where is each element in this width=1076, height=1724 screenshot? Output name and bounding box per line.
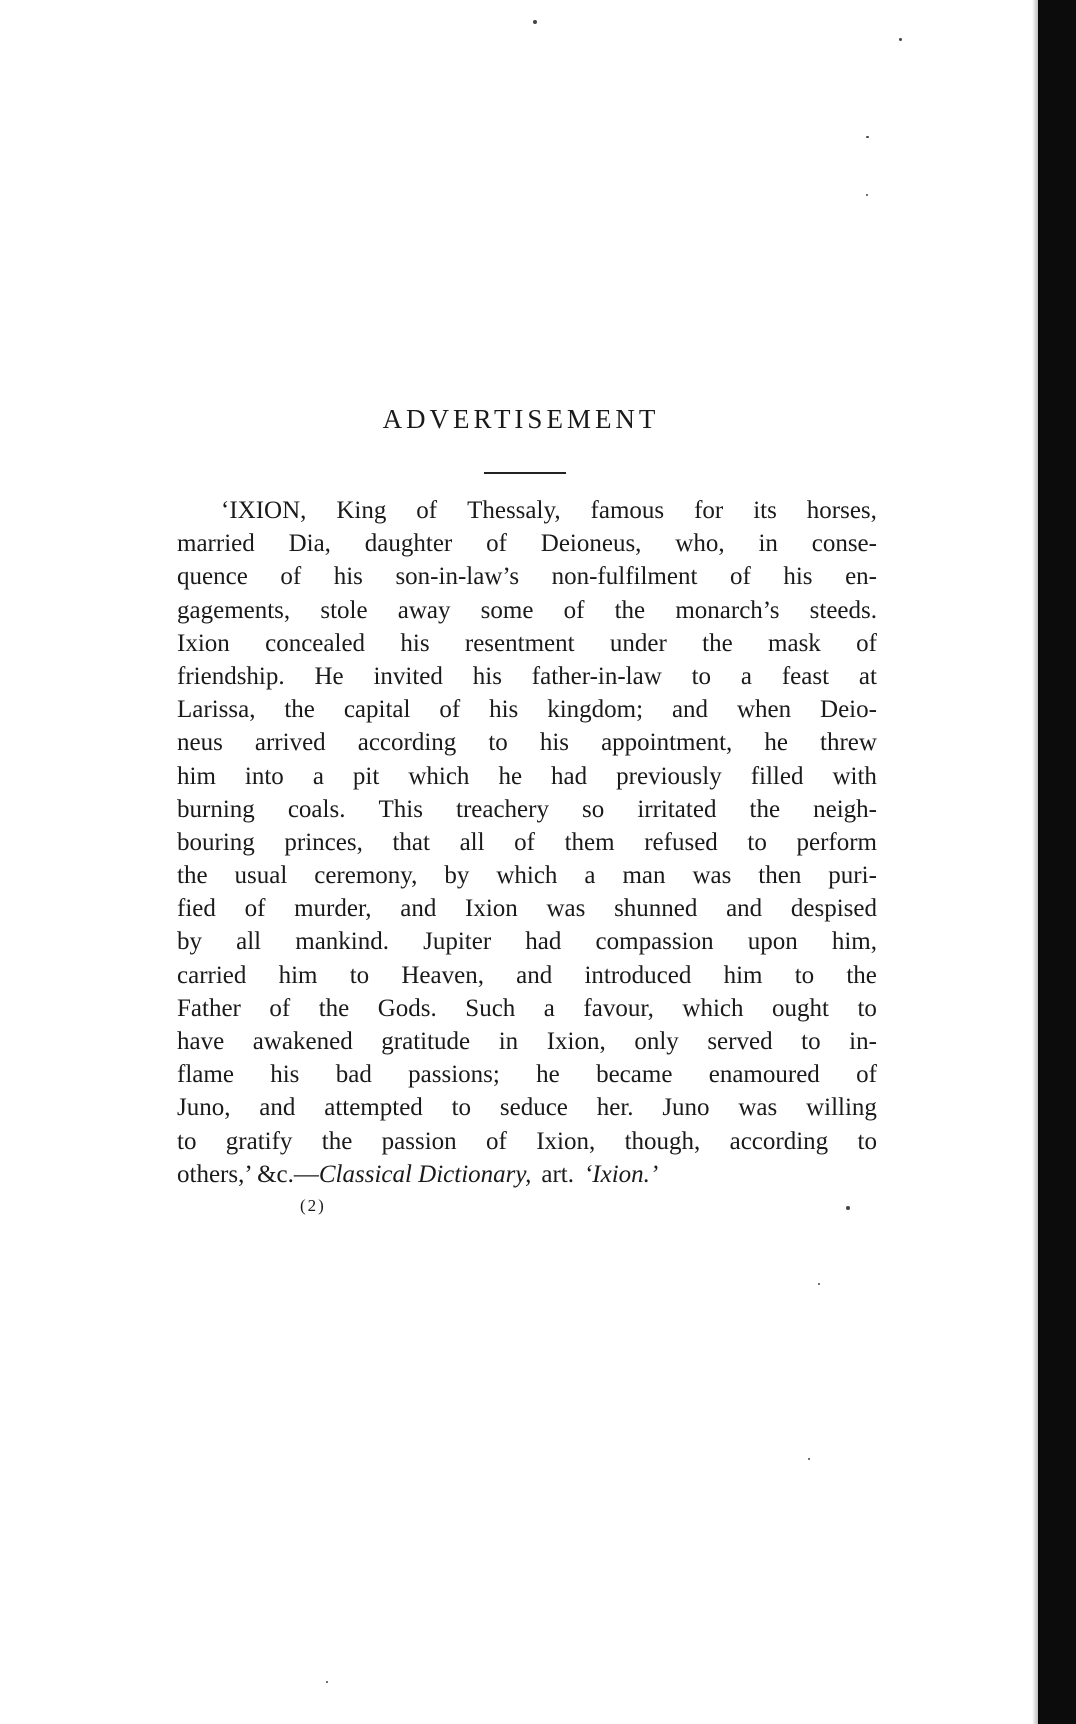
text-line: carried him to Heaven, and introduced him to the	[177, 961, 877, 989]
text-line: friendship. He invited his father-in-law to a feast at	[177, 662, 877, 690]
text-line: flame his bad passions; he became enamoured of	[177, 1061, 877, 1089]
text-line: the usual ceremony, by which a man was then puri-	[177, 862, 877, 890]
text-line: married Dia, daughter of Deioneus, who, in conse-	[177, 530, 877, 558]
text-line: Juno, and attempted to seduce her. Juno was willing	[177, 1094, 877, 1122]
citation-lead: others,’ &c.—	[177, 1160, 319, 1188]
text-line-final	[177, 1158, 877, 1191]
scan-speck	[818, 1283, 820, 1285]
text-line: Father of the Gods. Such a favour, which ought to	[177, 994, 877, 1022]
text-line: bouring princes, that all of them refused to perform	[177, 828, 877, 856]
citation-article: ‘Ixion.’	[583, 1160, 659, 1188]
scan-speck	[866, 194, 868, 196]
scan-speck	[899, 38, 902, 41]
text-line: to gratify the passion of Ixion, though, according to	[177, 1127, 877, 1155]
binding-shadow	[1038, 0, 1076, 1724]
scan-speck	[846, 1206, 850, 1210]
text-line: Larissa, the capital of his kingdom; and when Deio-	[177, 696, 877, 724]
scan-speck	[808, 1458, 810, 1460]
text-line: him into a pit which he had previously filled with	[177, 762, 877, 790]
text-line: Ixion concealed his resentment under the mask of	[177, 629, 877, 657]
scan-speck	[866, 136, 869, 138]
page-title: ADVERTISEMENT	[382, 404, 660, 434]
citation-art-label: art.	[541, 1160, 574, 1188]
text-line: have awakened gratitude in Ixion, only served to in-	[177, 1028, 877, 1055]
text-line: burning coals. This treachery so irritated the neigh-	[177, 795, 877, 823]
text-line: gagements, stole away some of the monarch’s steeds.	[177, 596, 877, 624]
text-line: fied of murder, and Ixion was shunned and despised	[177, 895, 877, 923]
text-line: neus arrived according to his appointment, he threw	[177, 729, 877, 757]
page-number: (2)	[300, 1196, 326, 1215]
scan-speck	[533, 20, 537, 24]
text-line: by all mankind. Jupiter had compassion upon him,	[177, 928, 877, 956]
text-line: quence of his son-in-law’s non-fulfilment of his en-	[177, 563, 877, 591]
citation-source: Classical Dictionary,	[318, 1160, 532, 1188]
scan-speck	[326, 1681, 328, 1683]
advertisement-paragraph	[177, 494, 877, 1191]
text-line: ‘IXION, King of Thessaly, famous for its horses,	[221, 497, 877, 524]
title-rule	[484, 472, 566, 474]
